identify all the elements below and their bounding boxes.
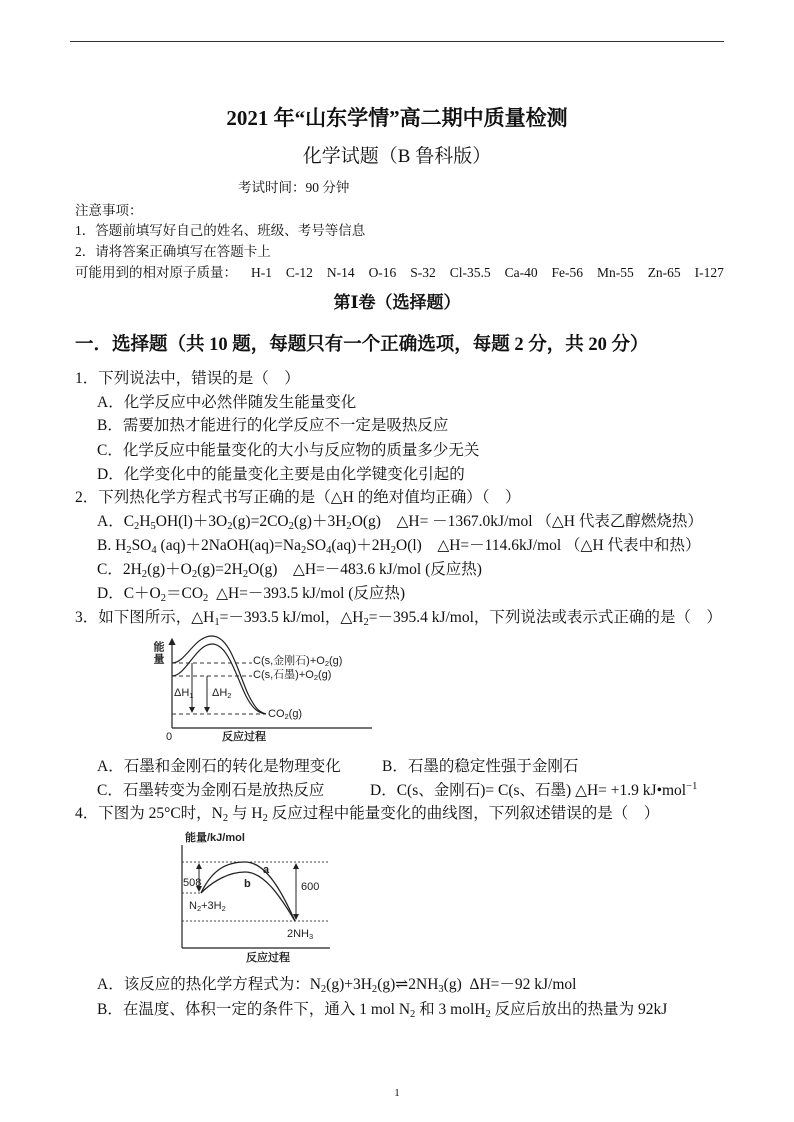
atomic-mass-value: N-14 bbox=[326, 265, 355, 280]
atomic-mass-value: C-12 bbox=[285, 265, 313, 280]
y-axis-label: 能量/kJ/mol bbox=[185, 832, 245, 844]
atomic-mass-value: Zn-65 bbox=[647, 265, 681, 280]
question-stem: 3．如下图所示，$\triangle H_1=-393.5$ kJ/mol，$\triangle H_2=-395.4$ kJ/mol，下列说法或表示式正确的是（ ） bbox=[75, 609, 722, 629]
energy-diagram-ammonia-plot bbox=[168, 826, 338, 968]
atomic-mass-value: O-16 bbox=[368, 265, 397, 280]
origin-label: 0 bbox=[166, 731, 173, 743]
value-508-label: 508 bbox=[183, 877, 202, 889]
atomic-mass-value: H-1 bbox=[250, 265, 272, 280]
option-b: B．石墨的稳定性强于金刚石 bbox=[382, 758, 579, 775]
option-b: B．在温度、体积一定的条件下，通入 1 mol $N_2$ 和 3 molH$_2$ 反应后放出的热量为 92kJ bbox=[97, 1001, 668, 1021]
atomic-mass-value: S-32 bbox=[410, 265, 436, 280]
note-item: 2．请将答案正确填写在答题卡上 bbox=[75, 244, 271, 259]
option-a: A．$C_2H_5OH(l)+3O_2(g)=2CO_2(g)+3H_2O(g)$ △H= －1367.0kJ/mol （△H 代表乙醇燃烧热） bbox=[97, 513, 703, 533]
y-axis-label: 能量 bbox=[152, 641, 164, 665]
products-label: $2NH_3$ bbox=[287, 928, 314, 942]
option-d: D．$C+O_2=CO_2$ △H=－393.5 kJ/mol (反应热) bbox=[97, 585, 406, 605]
option-a: A．该反应的热化学方程式为：$N_2(g)+3H_2(g)\rightleftharpoons 2NH_3(g)$ ΔH=－92 kJ/mol bbox=[97, 976, 577, 996]
option-c: C．$2H_2(g)+O_2(g)=2H_2O(g)$ △H=－483.6 kJ/mol (反应热) bbox=[97, 561, 482, 581]
atomic-mass-value: I-127 bbox=[694, 265, 724, 280]
atomic-mass-value: Cl-35.5 bbox=[449, 265, 491, 280]
option-d: D．C(s、金刚石)= C(s、石墨) △H= +1.9 kJ•mol$^{-1}$ bbox=[370, 781, 698, 799]
delta-h2-label: $\Delta H_2$ bbox=[212, 687, 232, 701]
atomic-mass-value: Fe-56 bbox=[551, 265, 584, 280]
notes-heading: 注意事项： bbox=[75, 203, 143, 218]
diamond-energy-curve bbox=[172, 636, 266, 714]
note-item: 1．答题前填写好自己的姓名、班级、考号等信息 bbox=[75, 223, 366, 238]
energy-diagram-ammonia bbox=[168, 826, 338, 968]
option-a: A．化学反应中必然伴随发生能量变化 bbox=[97, 394, 357, 411]
option-c: C．化学反应中能量变化的大小与反应物的质量多少无关 bbox=[97, 442, 480, 459]
x-axis-label: 反应过程 bbox=[246, 952, 290, 964]
product-level-label: $CO_2(g)$ bbox=[268, 708, 303, 722]
exam-subtitle: 化学试题（B 鲁科版） bbox=[302, 146, 492, 167]
exam-time: 考试时间：90 分钟 bbox=[238, 180, 350, 195]
curve-b-label: b bbox=[244, 878, 251, 890]
section-title: 一．选择题（共 10 题，每题只有一个正确选项，每题 2 分，共 20 分） bbox=[75, 335, 649, 355]
option-b: B. $H_2SO_4$ $(aq)+2NaOH(aq)=Na_2SO_4(aq)+2H_2O(l)$ △H=－114.6kJ/mol （△H 代表中和热） bbox=[97, 537, 701, 557]
atomic-mass-value: Ca-40 bbox=[504, 265, 538, 280]
part-title: 第Ⅰ卷（选择题） bbox=[333, 293, 461, 312]
atomic-mass-value: Mn-55 bbox=[596, 265, 634, 280]
curve-a-label: a bbox=[263, 864, 270, 876]
question-stem: 2．下列热化学方程式书写正确的是（△H 的绝对值均正确）（ ） bbox=[75, 489, 521, 506]
page-number: 1 bbox=[394, 1087, 400, 1099]
option-c: C．石墨转变为金刚石是放热反应 bbox=[97, 782, 325, 799]
delta-h1-label: $\Delta H_1$ bbox=[174, 687, 194, 701]
energy-diagram-carbon bbox=[148, 632, 380, 750]
x-axis-label: 反应过程 bbox=[222, 731, 266, 743]
option-b: B．需要加热才能进行的化学反应不一定是吸热反应 bbox=[97, 417, 449, 434]
exam-title: 2021 年“山东学情”高二期中质量检测 bbox=[226, 106, 568, 130]
diamond-level-label: C(s,金刚石)$+O_2(g)$ bbox=[253, 655, 343, 669]
header-rule bbox=[70, 41, 724, 42]
atomic-masses-label: 可能用到的相对原子质量： bbox=[75, 265, 237, 280]
curve-a bbox=[201, 862, 295, 921]
reactants-label: $N_2+3H_2$ bbox=[189, 900, 226, 914]
option-a: A．石墨和金刚石的转化是物理变化 bbox=[97, 758, 341, 775]
graphite-level-label: C(s,石墨)$+O_2(g)$ bbox=[253, 669, 332, 683]
value-600-label: 600 bbox=[301, 881, 320, 893]
option-d: D．化学变化中的能量变化主要是由化学键变化引起的 bbox=[97, 466, 465, 483]
atomic-masses-row bbox=[75, 263, 724, 283]
question-stem: 4．下图为 25°C时，$N_2$ 与 $H_2$ 反应过程中能量变化的曲线图，下列叙述错误的是（ ） bbox=[75, 805, 660, 825]
question-stem: 1．下列说法中，错误的是（ ） bbox=[75, 370, 300, 387]
